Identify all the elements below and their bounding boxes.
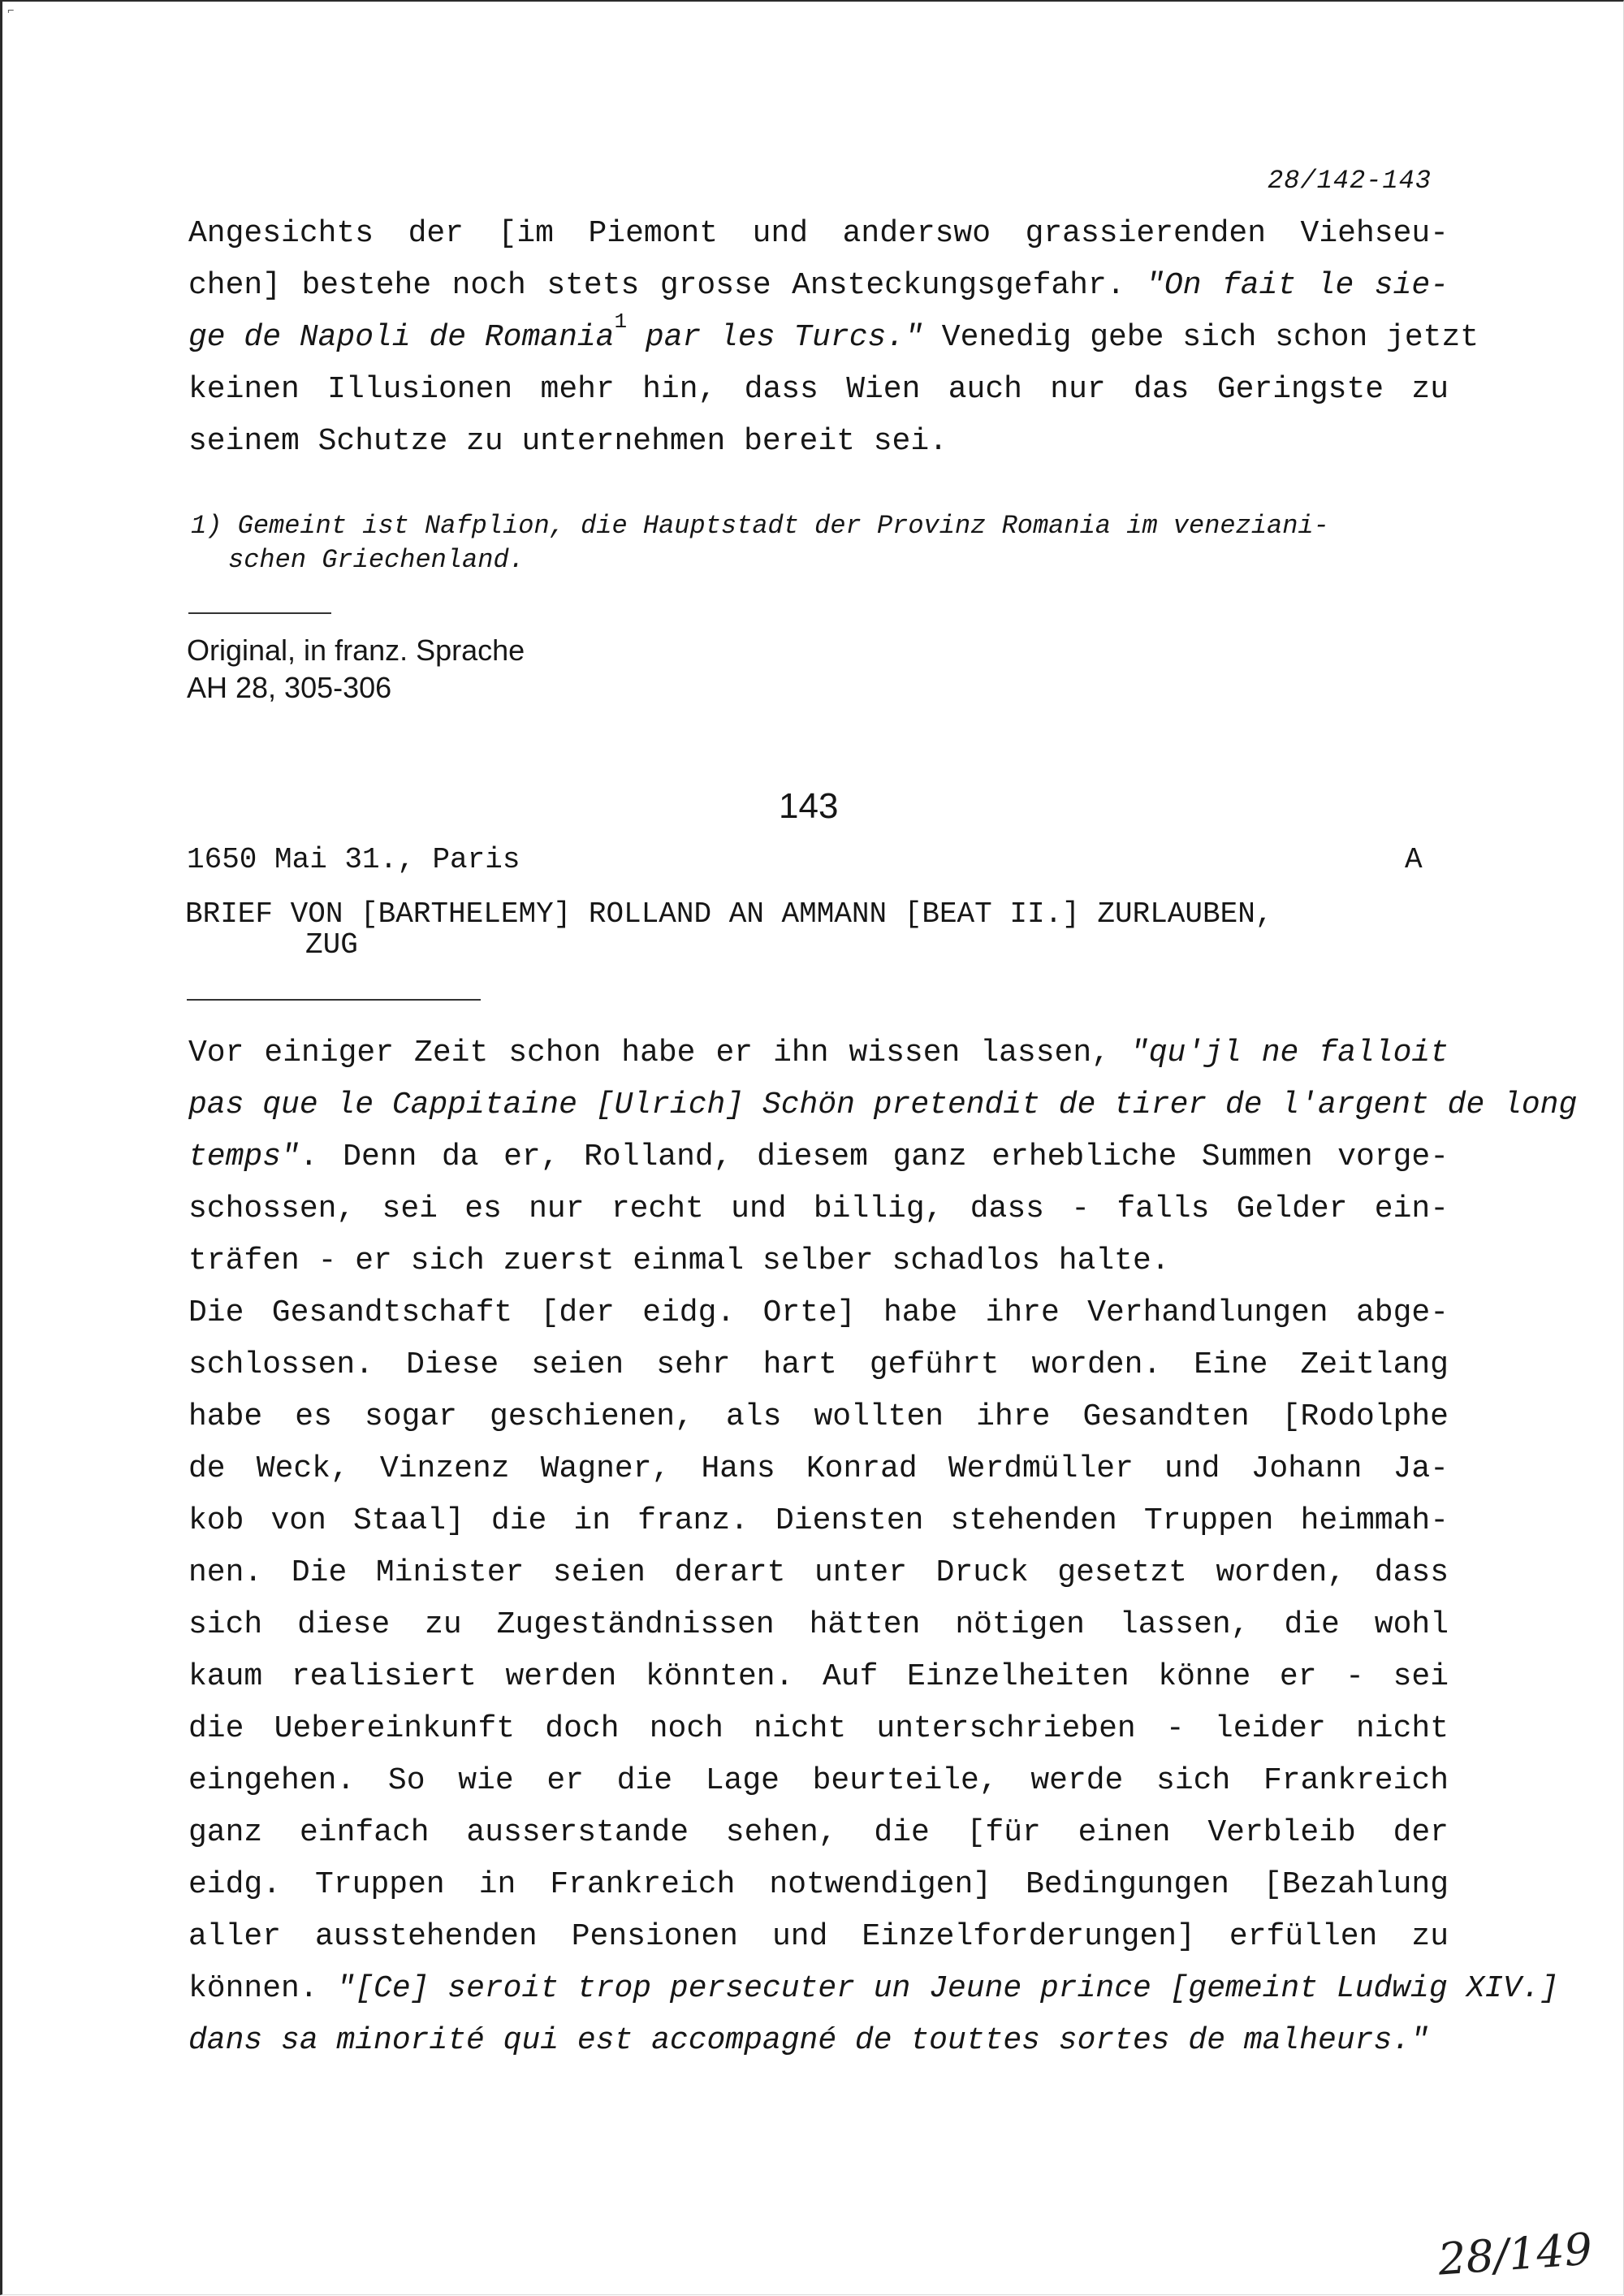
text-span: können. [188,1971,337,2006]
text-line: de Weck, Vinzenz Wagner, Hans Konrad Werdmüller und Johann Ja- [188,1451,1449,1486]
page-reference: 28/142-143 [1267,166,1432,196]
dateline: 1650 Mai 31., Paris [187,843,520,876]
text-span: Venedig gebe sich schon jetzt [922,320,1479,355]
footnote-line: 1) Gemeint ist Nafplion, die Hauptstadt der Provinz Romania im veneziani- [191,511,1329,541]
quote-span: temps" [188,1139,300,1174]
text-line: Angesichts der [im Piemont und anderswo grassierenden Viehseu- [188,216,1449,251]
paragraph-1 [188,208,1479,468]
source-note [187,632,525,707]
quote-span: par les Turcs." [627,320,923,355]
handwritten-page-number: 28/149 [1436,2223,1594,2285]
text-line: keinen Illusionen mehr hin, dass Wien auch nur das Geringste zu [188,372,1449,407]
text-line: sich diese zu Zugeständnissen hätten nötigen lassen, die wohl [188,1607,1449,1642]
text-line: eidg. Truppen in Frankreich notwendigen] Bedingungen [Bezahlung [188,1867,1449,1902]
quote-span: "On fait le sie- [1146,268,1449,303]
text-line [188,1027,1449,1079]
paragraph-3 [188,1287,1559,2067]
text-line [188,309,1479,364]
text-line: habe es sogar geschienen, als wollten ihre Gesandten [Rodolphe [188,1399,1449,1434]
quote-span: "[Ce] seroit trop persecuter un Jeune prince [gemeint Ludwig XIV.] [336,1971,1559,2006]
classification-marker: A [1405,843,1423,876]
quote-span: ge de Napoli de Romania [188,320,615,355]
text-line: nen. Die Minister seien derart unter Druck gesetzt worden, dass [188,1555,1449,1590]
text-line: eingehen. So wie er die Lage beurteile, werde sich Frankreich [188,1763,1449,1798]
document-number: 143 [779,786,839,826]
footnote-marker: 1 [614,309,628,335]
text-line: kob von Staal] die in franz. Diensten stehenden Truppen heimmah- [188,1503,1449,1538]
text-line: Die Gesandtschaft [der eidg. Orte] habe ihre Verhandlungen abge- [188,1295,1449,1330]
footnote [191,509,1329,577]
text-line: die Uebereinkunft doch noch nicht unterschrieben - leider nicht [188,1711,1449,1746]
text-line [188,260,1449,312]
footnote-line: schen Griechenland. [228,545,525,575]
heading-line: BRIEF VON [BARTHELEMY] ROLLAND AN AMMANN [BEAT II.] ZURLAUBEN, [185,897,1273,931]
source-line: AH 28, 305-306 [187,671,392,704]
text-line: seinem Schutze zu unternehmen bereit sei. [188,424,948,459]
scan-corner-mark: ⌐ [7,5,15,18]
text-span: chen] bestehe noch stets grosse Ansteckungsgefahr. [188,268,1147,303]
text-line [188,1963,1559,2015]
text-line: ganz einfach ausserstande sehen, die [für einen Verbleib der [188,1815,1449,1850]
text-span: . Denn da er, Rolland, diesem ganz erhebliche Summen vorge- [299,1139,1449,1174]
text-line: dans sa minorité qui est accompagné de touttes sortes de malheurs." [188,2023,1429,2058]
document-heading [185,899,1272,961]
text-line: aller ausstehenden Pensionen und Einzelforderungen] erfüllen zu [188,1919,1449,1954]
footnote-divider [188,612,331,614]
quote-span: "qu'jl ne falloit [1129,1036,1449,1070]
text-line: träfen - er sich zuerst einmal selber schadlos halte. [188,1243,1170,1278]
heading-divider [187,999,481,1001]
heading-line: ZUG [305,928,358,962]
text-span: Vor einiger Zeit schon habe er ihn wissen lassen, [188,1036,1130,1070]
text-line: kaum realisiert werden könnten. Auf Einzelheiten könne er - sei [188,1659,1449,1694]
source-line: Original, in franz. Sprache [187,633,525,667]
text-line: schossen, sei es nur recht und billig, dass - falls Gelder ein- [188,1191,1449,1226]
paragraph-2 [188,1027,1578,1287]
text-line: schlossen. Diese seien sehr hart geführt worden. Eine Zeitlang [188,1347,1449,1382]
text-line: pas que le Cappitaine [Ulrich] Schön pretendit de tirer de l'argent de long [188,1087,1578,1122]
text-line [188,1131,1449,1183]
